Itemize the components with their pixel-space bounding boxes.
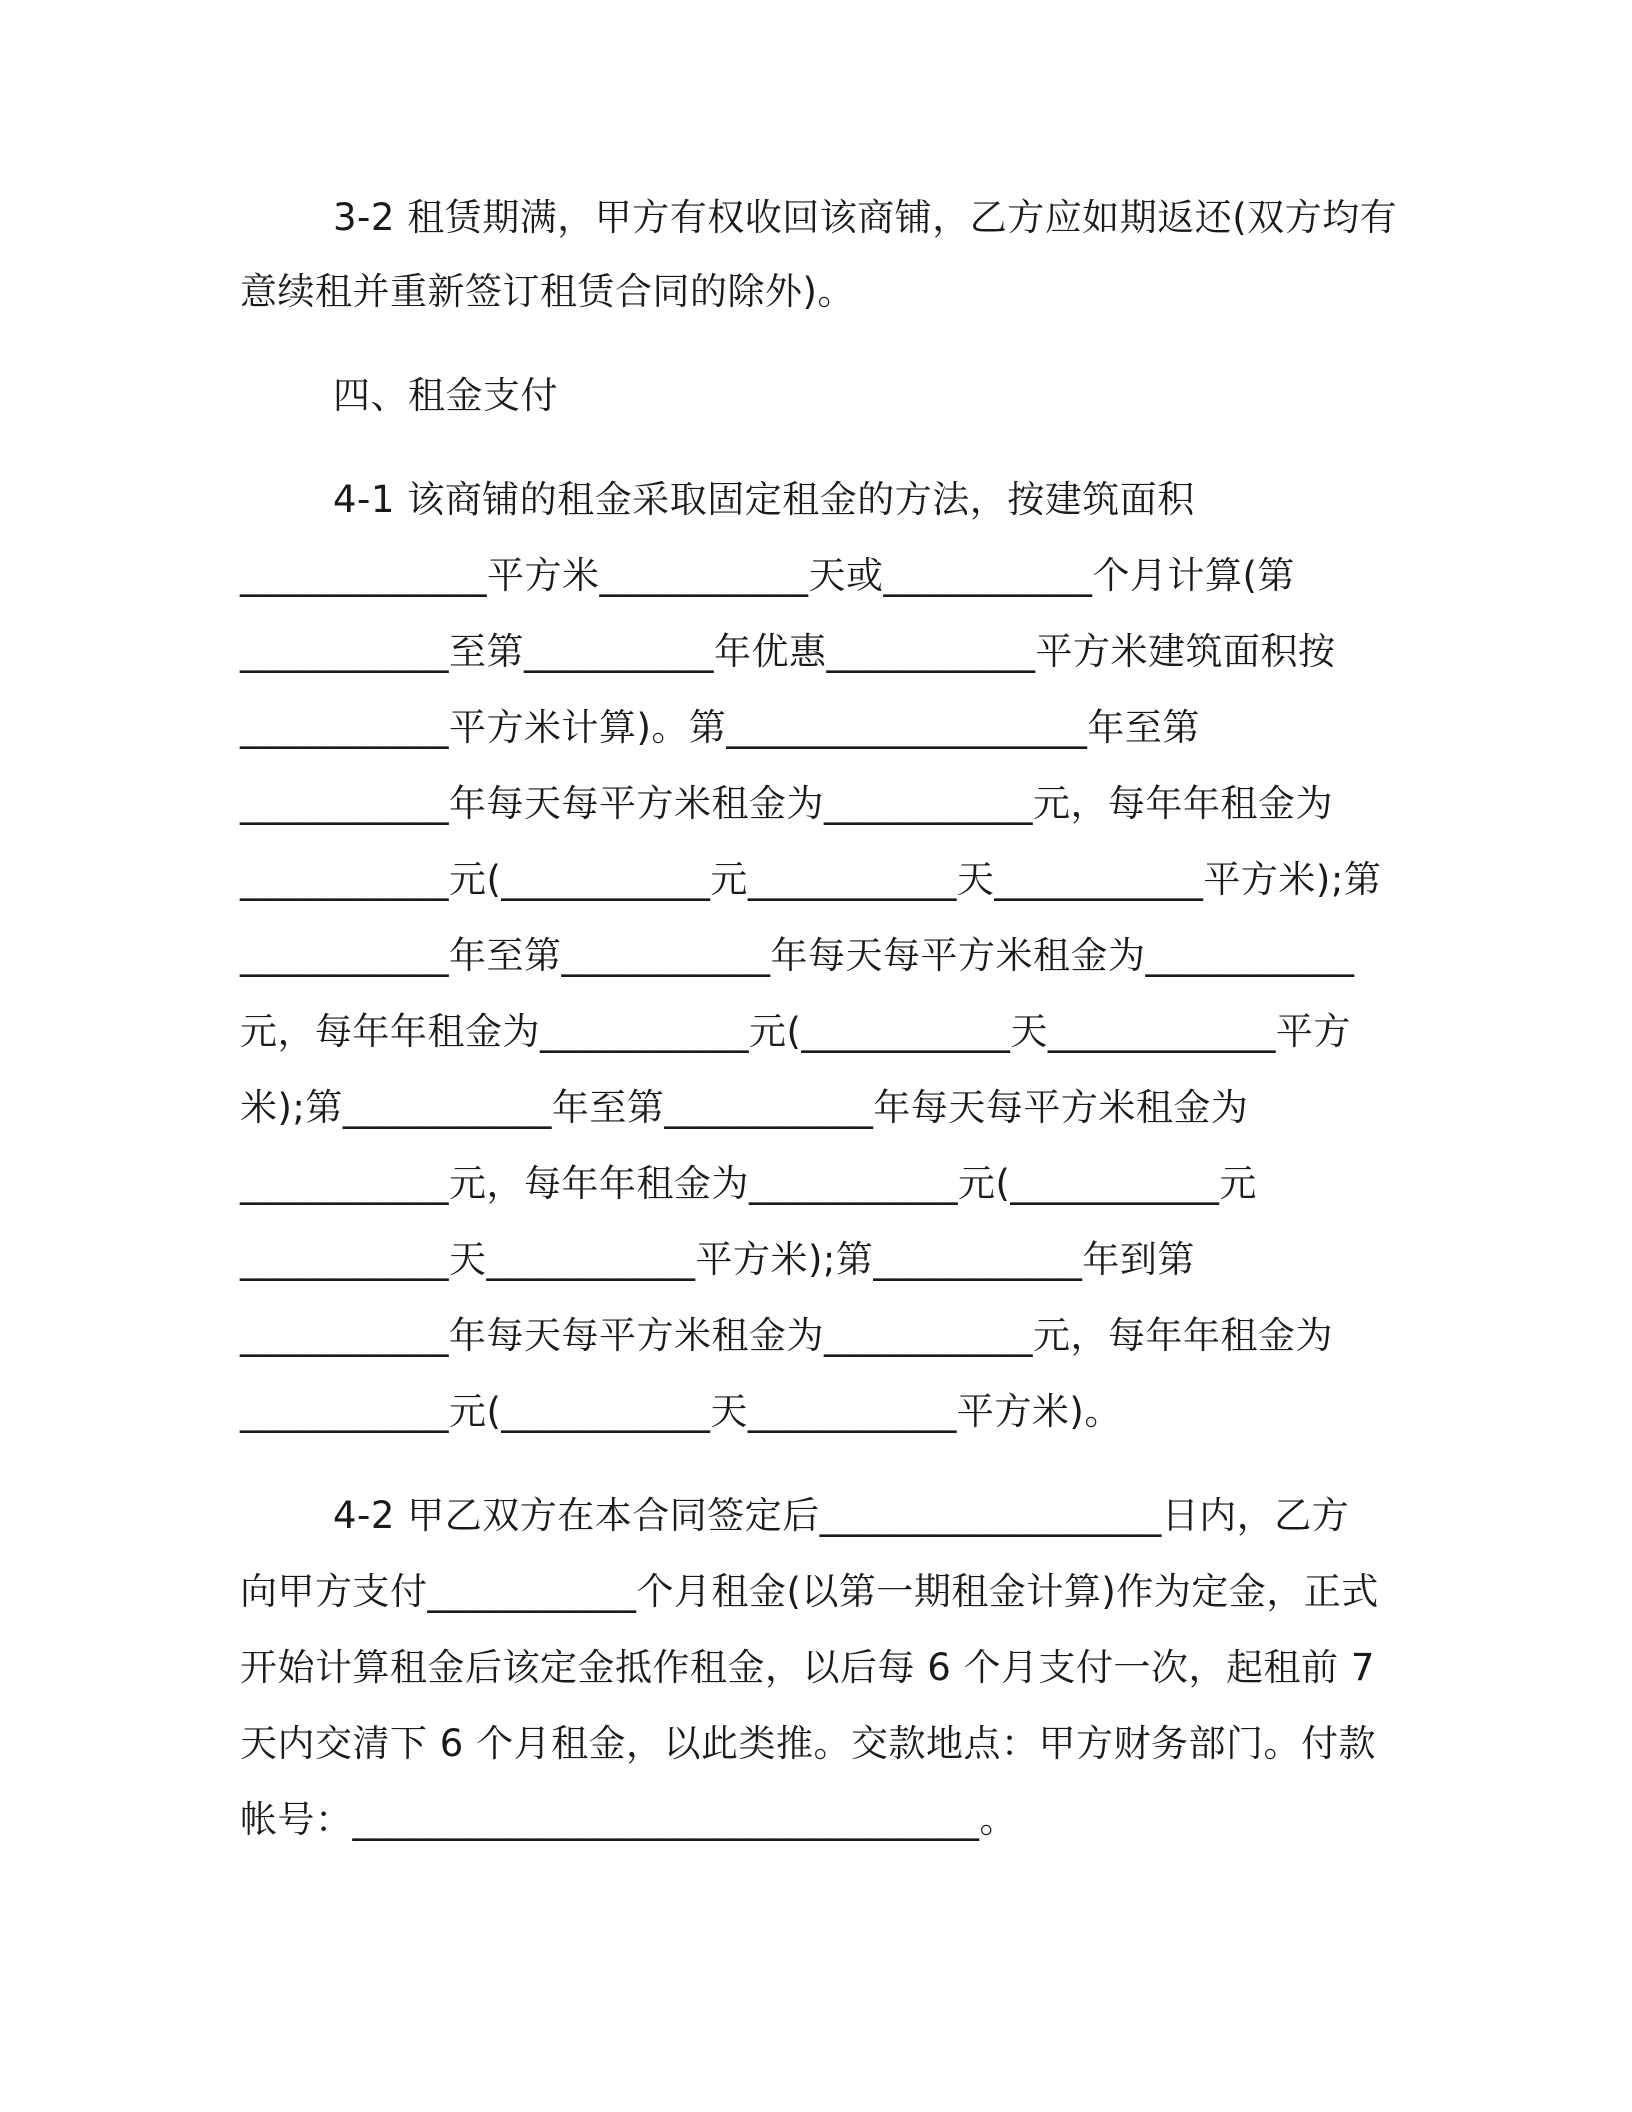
- clause-4-1-line-11: ___________天___________平方米);第___________年到第: [240, 1238, 1195, 1281]
- clause-3-2-line-2: 意续租并重新签订租赁合同的除外)。: [240, 270, 855, 313]
- clause-4-2-line-4: 天内交清下 6 个月租金，以此类推。交款地点：甲方财务部门。付款: [240, 1722, 1377, 1765]
- clause-4-1-line-12: ___________年每天每平方米租金为___________元，每年年租金为: [240, 1314, 1333, 1357]
- clause-4-1-line-10: ___________元，每年年租金为___________元(___________元: [240, 1162, 1257, 1205]
- clause-4-1-line-8: 元，每年年租金为___________元(___________天____________平方: [240, 1010, 1351, 1053]
- section-4-heading: 四、租金支付: [333, 374, 558, 417]
- clause-4-1-line-1: 4-1 该商铺的租金采取固定租金的方法，按建筑面积: [333, 478, 1195, 521]
- clause-4-1-line-3: ___________至第__________年优惠___________平方米建筑面积按: [240, 630, 1336, 673]
- clause-4-1-line-4: ___________平方米计算)。第___________________年至第: [240, 706, 1200, 749]
- clause-4-1-line-6: ___________元(___________元___________天___________平方米);第: [240, 858, 1382, 901]
- clause-4-1-line-2: _____________平方米___________天或___________个月计算(第: [240, 554, 1295, 597]
- clause-4-1-line-13: ___________元(___________天___________平方米)。: [240, 1390, 1122, 1433]
- clause-4-2-line-1: 4-2 甲乙双方在本合同签定后__________________日内，乙方: [333, 1494, 1350, 1537]
- clause-4-2-line-5: 帐号：_________________________________。: [240, 1798, 1017, 1841]
- clause-4-2-line-3: 开始计算租金后该定金抵作租金，以后每 6 个月支付一次，起租前 7: [240, 1646, 1375, 1689]
- clause-4-1-line-5: ___________年每天每平方米租金为___________元，每年年租金为: [240, 782, 1333, 825]
- clause-4-2-line-2: 向甲方支付___________个月租金(以第一期租金计算)作为定金，正式: [240, 1570, 1379, 1613]
- clause-4-1-line-9: 米);第___________年至第___________年每天每平方米租金为: [240, 1086, 1249, 1129]
- clause-3-2-line-1: 3-2 租赁期满，甲方有权收回该商铺，乙方应如期返还(双方均有: [333, 196, 1398, 239]
- clause-4-1-line-7: ___________年至第___________年每天每平方米租金为___________: [240, 934, 1355, 977]
